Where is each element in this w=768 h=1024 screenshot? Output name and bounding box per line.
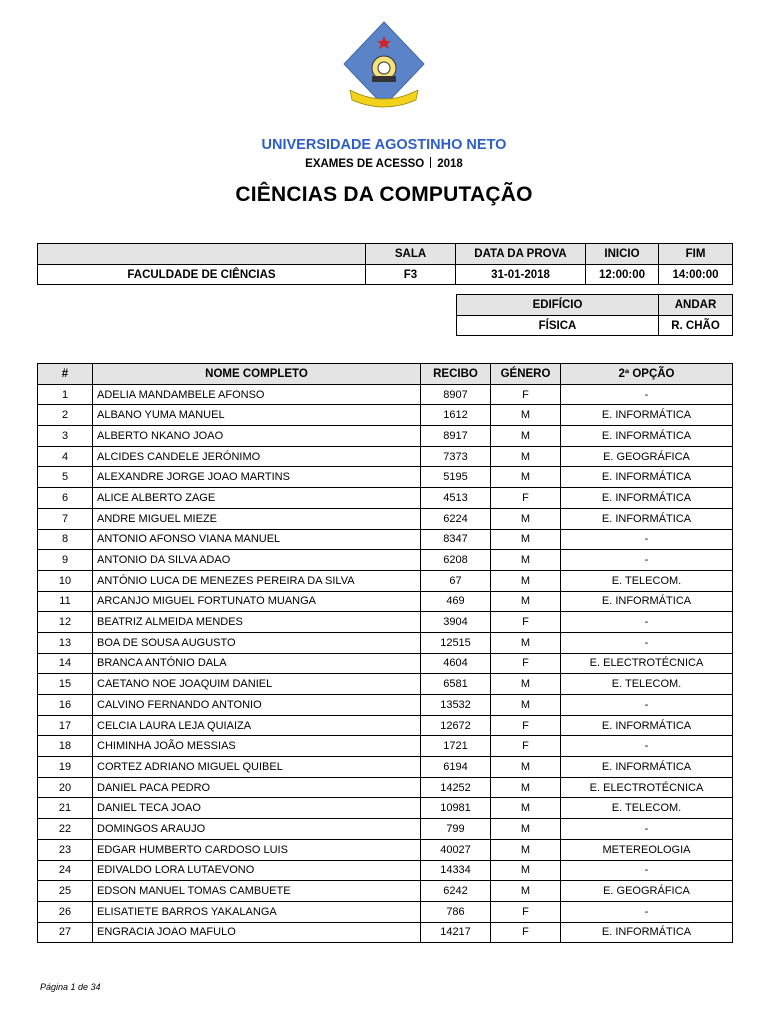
gender: F bbox=[491, 736, 561, 757]
row-number: 1 bbox=[38, 384, 93, 405]
candidate-name: ALEXANDRE JORGE JOAO MARTINS bbox=[93, 467, 421, 488]
candidate-name: ANTONIO AFONSO VIANA MANUEL bbox=[93, 529, 421, 550]
receipt-number: 4604 bbox=[421, 653, 491, 674]
row-number: 11 bbox=[38, 591, 93, 612]
candidates-table bbox=[37, 363, 733, 943]
second-option: - bbox=[561, 612, 733, 633]
row-number: 16 bbox=[38, 695, 93, 716]
row-number: 21 bbox=[38, 798, 93, 819]
gender: M bbox=[491, 446, 561, 467]
row-number: 23 bbox=[38, 839, 93, 860]
gender: F bbox=[491, 653, 561, 674]
candidate-name: CORTEZ ADRIANO MIGUEL QUIBEL bbox=[93, 757, 421, 778]
receipt-number: 40027 bbox=[421, 839, 491, 860]
row-number: 18 bbox=[38, 736, 93, 757]
second-option: E. ELECTROTÉCNICA bbox=[561, 777, 733, 798]
table-row bbox=[38, 901, 733, 922]
second-option: - bbox=[561, 901, 733, 922]
table-row bbox=[38, 446, 733, 467]
receipt-number: 8347 bbox=[421, 529, 491, 550]
gender: M bbox=[491, 467, 561, 488]
candidate-name: CAETANO NOE JOAQUIM DANIEL bbox=[93, 674, 421, 695]
gender: F bbox=[491, 901, 561, 922]
receipt-number: 10981 bbox=[421, 798, 491, 819]
building-header: EDIFÍCIO bbox=[457, 295, 659, 316]
candidate-name: ANTÓNIO LUCA DE MENEZES PEREIRA DA SILVA bbox=[93, 570, 421, 591]
candidate-name: DOMINGOS ARAUJO bbox=[93, 819, 421, 840]
receipt-number: 6224 bbox=[421, 508, 491, 529]
candidate-name: ELISATIETE BARROS YAKALANGA bbox=[93, 901, 421, 922]
table-row bbox=[38, 384, 733, 405]
exam-year: 2018 bbox=[437, 158, 463, 170]
table-row bbox=[38, 777, 733, 798]
second-option: E. TELECOM. bbox=[561, 674, 733, 695]
gender: M bbox=[491, 798, 561, 819]
table-row bbox=[38, 757, 733, 778]
gender: M bbox=[491, 508, 561, 529]
receipt-number: 1612 bbox=[421, 405, 491, 426]
building-table bbox=[456, 294, 733, 336]
second-option: E. INFORMÁTICA bbox=[561, 467, 733, 488]
candidate-name: DANIEL PACA PEDRO bbox=[93, 777, 421, 798]
candidate-name: CELCIA LAURA LEJA QUIAIZA bbox=[93, 715, 421, 736]
candidate-name: DANIEL TECA JOAO bbox=[93, 798, 421, 819]
receipt-number: 7373 bbox=[421, 446, 491, 467]
row-number: 22 bbox=[38, 819, 93, 840]
receipt-number: 67 bbox=[421, 570, 491, 591]
university-name: UNIVERSIDADE AGOSTINHO NETO bbox=[261, 137, 507, 153]
row-number: 4 bbox=[38, 446, 93, 467]
table-row bbox=[38, 529, 733, 550]
date-value: 31-01-2018 bbox=[456, 264, 586, 285]
table-row bbox=[38, 881, 733, 902]
row-number: 8 bbox=[38, 529, 93, 550]
receipt-number: 8907 bbox=[421, 384, 491, 405]
candidate-name: EDGAR HUMBERTO CARDOSO LUIS bbox=[93, 839, 421, 860]
building-value: FÍSICA bbox=[457, 315, 659, 336]
row-number: 17 bbox=[38, 715, 93, 736]
faculty-header-blank bbox=[38, 244, 366, 265]
row-number: 7 bbox=[38, 508, 93, 529]
row-number: 14 bbox=[38, 653, 93, 674]
table-row bbox=[38, 467, 733, 488]
col-second-option-header: 2ª OPÇÃO bbox=[561, 364, 733, 385]
receipt-number: 6208 bbox=[421, 550, 491, 571]
receipt-number: 6242 bbox=[421, 881, 491, 902]
second-option: E. TELECOM. bbox=[561, 570, 733, 591]
gender: F bbox=[491, 488, 561, 509]
receipt-number: 6581 bbox=[421, 674, 491, 695]
row-number: 20 bbox=[38, 777, 93, 798]
receipt-number: 14217 bbox=[421, 922, 491, 943]
candidate-name: CHIMINHA JOÃO MESSIAS bbox=[93, 736, 421, 757]
second-option: E. ELECTROTÉCNICA bbox=[561, 653, 733, 674]
date-header: DATA DA PROVA bbox=[456, 244, 586, 265]
table-row bbox=[38, 819, 733, 840]
start-header: INICIO bbox=[586, 244, 659, 265]
gender: M bbox=[491, 839, 561, 860]
second-option: - bbox=[561, 384, 733, 405]
gender: F bbox=[491, 612, 561, 633]
gender: M bbox=[491, 405, 561, 426]
candidate-name: BEATRIZ ALMEIDA MENDES bbox=[93, 612, 421, 633]
table-row bbox=[38, 488, 733, 509]
receipt-number: 12515 bbox=[421, 632, 491, 653]
gender: M bbox=[491, 529, 561, 550]
second-option: E. INFORMÁTICA bbox=[561, 405, 733, 426]
table-row bbox=[38, 839, 733, 860]
exam-subtitle bbox=[0, 157, 768, 170]
row-number: 26 bbox=[38, 901, 93, 922]
second-option: E. INFORMÁTICA bbox=[561, 715, 733, 736]
candidate-name: ANTONIO DA SILVA ADAO bbox=[93, 550, 421, 571]
receipt-number: 13532 bbox=[421, 695, 491, 716]
table-row bbox=[38, 508, 733, 529]
row-number: 13 bbox=[38, 632, 93, 653]
gender: M bbox=[491, 674, 561, 695]
second-option: - bbox=[561, 860, 733, 881]
gender: M bbox=[491, 695, 561, 716]
table-row bbox=[38, 674, 733, 695]
candidate-name: EDSON MANUEL TOMAS CAMBUETE bbox=[93, 881, 421, 902]
receipt-number: 799 bbox=[421, 819, 491, 840]
second-option: E. INFORMÁTICA bbox=[561, 508, 733, 529]
row-number: 27 bbox=[38, 922, 93, 943]
table-row bbox=[38, 612, 733, 633]
row-number: 10 bbox=[38, 570, 93, 591]
candidate-name: CALVINO FERNANDO ANTONIO bbox=[93, 695, 421, 716]
receipt-number: 14252 bbox=[421, 777, 491, 798]
col-receipt-header: RECIBO bbox=[421, 364, 491, 385]
second-option: E. INFORMÁTICA bbox=[561, 757, 733, 778]
second-option: - bbox=[561, 819, 733, 840]
table-row bbox=[38, 860, 733, 881]
table-row bbox=[38, 570, 733, 591]
end-value: 14:00:00 bbox=[659, 264, 733, 285]
row-number: 2 bbox=[38, 405, 93, 426]
candidate-name: ENGRACIA JOAO MAFULO bbox=[93, 922, 421, 943]
gender: M bbox=[491, 881, 561, 902]
table-row bbox=[38, 798, 733, 819]
gender: F bbox=[491, 922, 561, 943]
floor-header: ANDAR bbox=[659, 295, 733, 316]
gender: F bbox=[491, 384, 561, 405]
page-number: Página 1 de 34 bbox=[40, 982, 101, 992]
gender: M bbox=[491, 591, 561, 612]
second-option: E. GEOGRÁFICA bbox=[561, 881, 733, 902]
gender: M bbox=[491, 550, 561, 571]
receipt-number: 1721 bbox=[421, 736, 491, 757]
table-row bbox=[38, 591, 733, 612]
gender: M bbox=[491, 426, 561, 447]
candidate-name: ARCANJO MIGUEL FORTUNATO MUANGA bbox=[93, 591, 421, 612]
candidates-body bbox=[38, 384, 733, 943]
receipt-number: 3904 bbox=[421, 612, 491, 633]
table-row bbox=[38, 695, 733, 716]
sala-value: F3 bbox=[366, 264, 456, 285]
course-title: CIÊNCIAS DA COMPUTAÇÃO bbox=[235, 183, 533, 206]
second-option: - bbox=[561, 632, 733, 653]
receipt-number: 14334 bbox=[421, 860, 491, 881]
receipt-number: 8917 bbox=[421, 426, 491, 447]
floor-value: R. CHÃO bbox=[659, 315, 733, 336]
second-option: E. GEOGRÁFICA bbox=[561, 446, 733, 467]
second-option: - bbox=[561, 529, 733, 550]
candidate-name: ANDRE MIGUEL MIEZE bbox=[93, 508, 421, 529]
candidate-name: ADELIA MANDAMBELE AFONSO bbox=[93, 384, 421, 405]
candidate-name: BOA DE SOUSA AUGUSTO bbox=[93, 632, 421, 653]
candidate-name: EDIVALDO LORA LUTAEVONO bbox=[93, 860, 421, 881]
second-option: - bbox=[561, 550, 733, 571]
table-row bbox=[38, 736, 733, 757]
candidate-name: ALCIDES CANDELE JERÓNIMO bbox=[93, 446, 421, 467]
table-row bbox=[38, 653, 733, 674]
table-row bbox=[38, 405, 733, 426]
candidate-name: ALBERTO NKANO JOAO bbox=[93, 426, 421, 447]
gender: F bbox=[491, 715, 561, 736]
receipt-number: 12672 bbox=[421, 715, 491, 736]
second-option: - bbox=[561, 736, 733, 757]
second-option: E. INFORMÁTICA bbox=[561, 922, 733, 943]
row-number: 25 bbox=[38, 881, 93, 902]
table-row bbox=[38, 922, 733, 943]
table-row bbox=[38, 632, 733, 653]
receipt-number: 469 bbox=[421, 591, 491, 612]
candidate-name: BRANCA ANTÓNIO DALA bbox=[93, 653, 421, 674]
table-row bbox=[38, 715, 733, 736]
candidate-name: ALICE ALBERTO ZAGE bbox=[93, 488, 421, 509]
row-number: 12 bbox=[38, 612, 93, 633]
receipt-number: 5195 bbox=[421, 467, 491, 488]
gender: M bbox=[491, 819, 561, 840]
row-number: 24 bbox=[38, 860, 93, 881]
exam-label: EXAMES DE ACESSO bbox=[305, 158, 425, 170]
row-number: 15 bbox=[38, 674, 93, 695]
second-option: E. INFORMÁTICA bbox=[561, 488, 733, 509]
second-option: - bbox=[561, 695, 733, 716]
faculty-name: FACULDADE DE CIÊNCIAS bbox=[38, 264, 366, 285]
start-value: 12:00:00 bbox=[586, 264, 659, 285]
table-row bbox=[38, 550, 733, 571]
receipt-number: 6194 bbox=[421, 757, 491, 778]
receipt-number: 786 bbox=[421, 901, 491, 922]
gender: M bbox=[491, 570, 561, 591]
candidates-header-row bbox=[38, 364, 733, 385]
row-number: 6 bbox=[38, 488, 93, 509]
row-number: 9 bbox=[38, 550, 93, 571]
gender: M bbox=[491, 777, 561, 798]
candidate-name: ALBANO YUMA MANUEL bbox=[93, 405, 421, 426]
gender: M bbox=[491, 860, 561, 881]
row-number: 3 bbox=[38, 426, 93, 447]
sala-header: SALA bbox=[366, 244, 456, 265]
gender: M bbox=[491, 757, 561, 778]
university-logo bbox=[342, 20, 426, 112]
second-option: E. INFORMÁTICA bbox=[561, 591, 733, 612]
receipt-number: 4513 bbox=[421, 488, 491, 509]
exam-info-table bbox=[37, 243, 733, 285]
end-header: FIM bbox=[659, 244, 733, 265]
table-row bbox=[38, 426, 733, 447]
second-option: E. TELECOM. bbox=[561, 798, 733, 819]
col-number-header: # bbox=[38, 364, 93, 385]
row-number: 19 bbox=[38, 757, 93, 778]
second-option: E. INFORMÁTICA bbox=[561, 426, 733, 447]
row-number: 5 bbox=[38, 467, 93, 488]
col-gender-header: GÉNERO bbox=[491, 364, 561, 385]
second-option: METEREOLOGIA bbox=[561, 839, 733, 860]
separator bbox=[430, 157, 431, 168]
col-name-header: NOME COMPLETO bbox=[93, 364, 421, 385]
gender: M bbox=[491, 632, 561, 653]
